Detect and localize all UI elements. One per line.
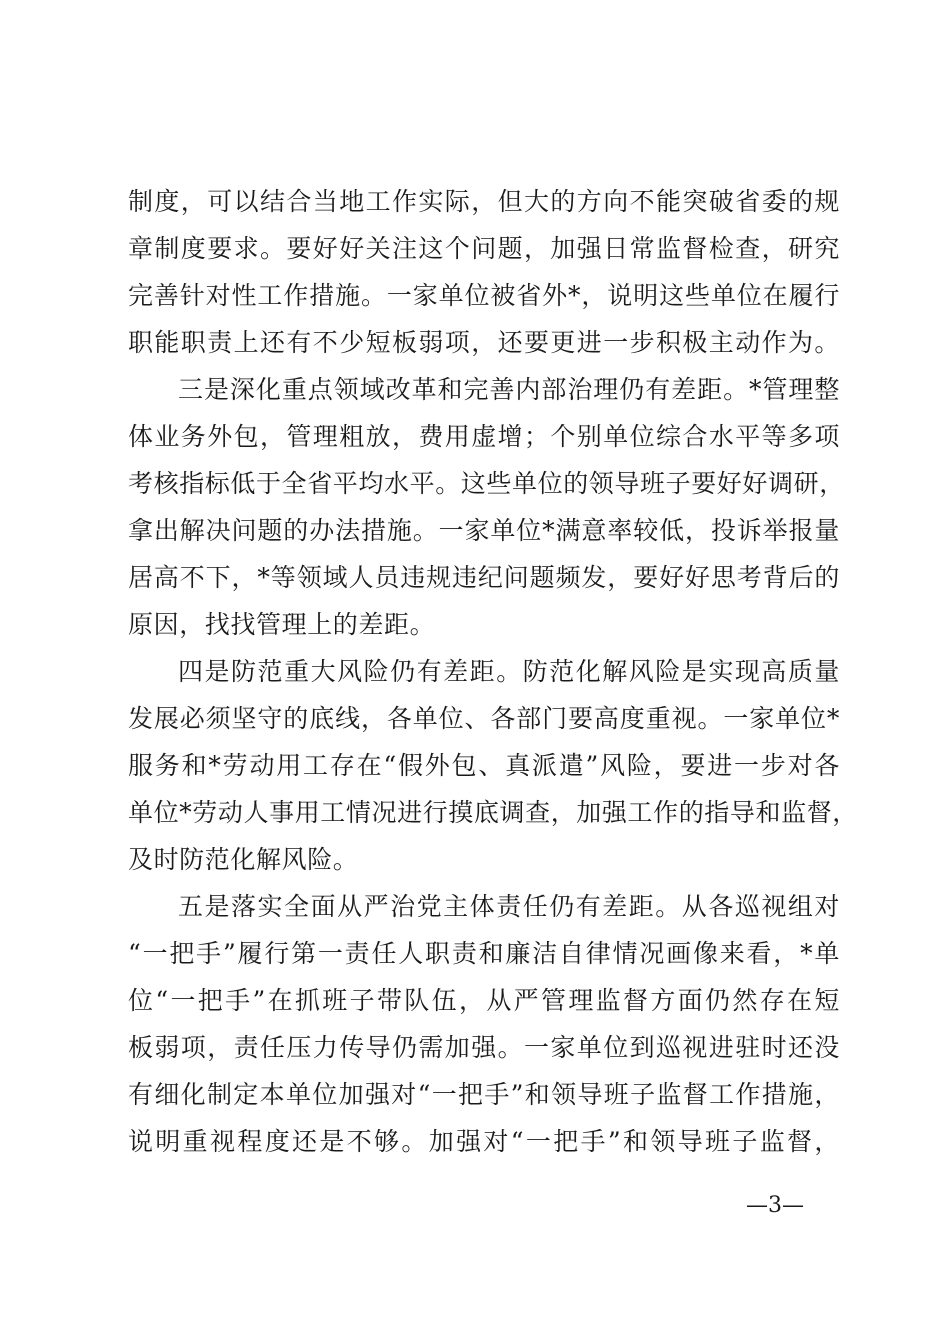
paragraph-first-line: 三是深化重点领域改革和完善内部治理仍有差距。*管理整 — [178, 375, 840, 404]
text-line: 说明重视程度还是不够。加强对“一把手”和领导班子监督， — [128, 1127, 840, 1156]
text-line: 板弱项，责任压力传导仍需加强。一家单位到巡视进驻时还没 — [128, 1033, 840, 1062]
text-line: 考核指标低于全省平均水平。这些单位的领导班子要好好调研， — [128, 469, 845, 498]
text-line: 服务和*劳动用工存在“假外包、真派遣”风险，要进一步对各 — [128, 751, 840, 780]
text-line: 体业务外包，管理粗放，费用虚增；个别单位综合水平等多项 — [128, 422, 840, 451]
text-line: 拿出解决问题的办法措施。一家单位*满意率较低，投诉举报量 — [128, 516, 840, 545]
paragraph-first-line: 五是落实全面从严治党主体责任仍有差距。从各巡视组对 — [178, 892, 840, 921]
paragraph-first-line: 四是防范重大风险仍有差距。防范化解风险是实现高质量 — [178, 657, 840, 686]
text-line: 有细化制定本单位加强对“一把手”和领导班子监督工作措施， — [128, 1080, 840, 1109]
text-line: 职能职责上还有不少短板弱项，还要更进一步积极主动作为。 — [128, 328, 840, 357]
text-line: 章制度要求。要好好关注这个问题，加强日常监督检查，研究 — [128, 234, 840, 263]
page-number: —3— — [746, 1193, 804, 1218]
text-line: 发展必须坚守的底线，各单位、各部门要高度重视。一家单位* — [128, 704, 840, 733]
text-line: 完善针对性工作措施。一家单位被省外*，说明这些单位在履行 — [128, 281, 840, 310]
text-line: 及时防范化解风险。 — [128, 845, 359, 874]
text-line: 位“一把手”在抓班子带队伍，从严管理监督方面仍然存在短 — [128, 986, 840, 1015]
text-line: 制度，可以结合当地工作实际，但大的方向不能突破省委的规 — [128, 187, 840, 216]
text-line: 原因，找找管理上的差距。 — [128, 610, 436, 639]
text-line: 单位*劳动人事用工情况进行摸底调查，加强工作的指导和监督， — [128, 798, 858, 827]
text-line: 居高不下，*等领域人员违规违纪问题频发，要好好思考背后的 — [128, 563, 840, 592]
text-line: “一把手”履行第一责任人职责和廉洁自律情况画像来看，*单 — [128, 939, 840, 968]
